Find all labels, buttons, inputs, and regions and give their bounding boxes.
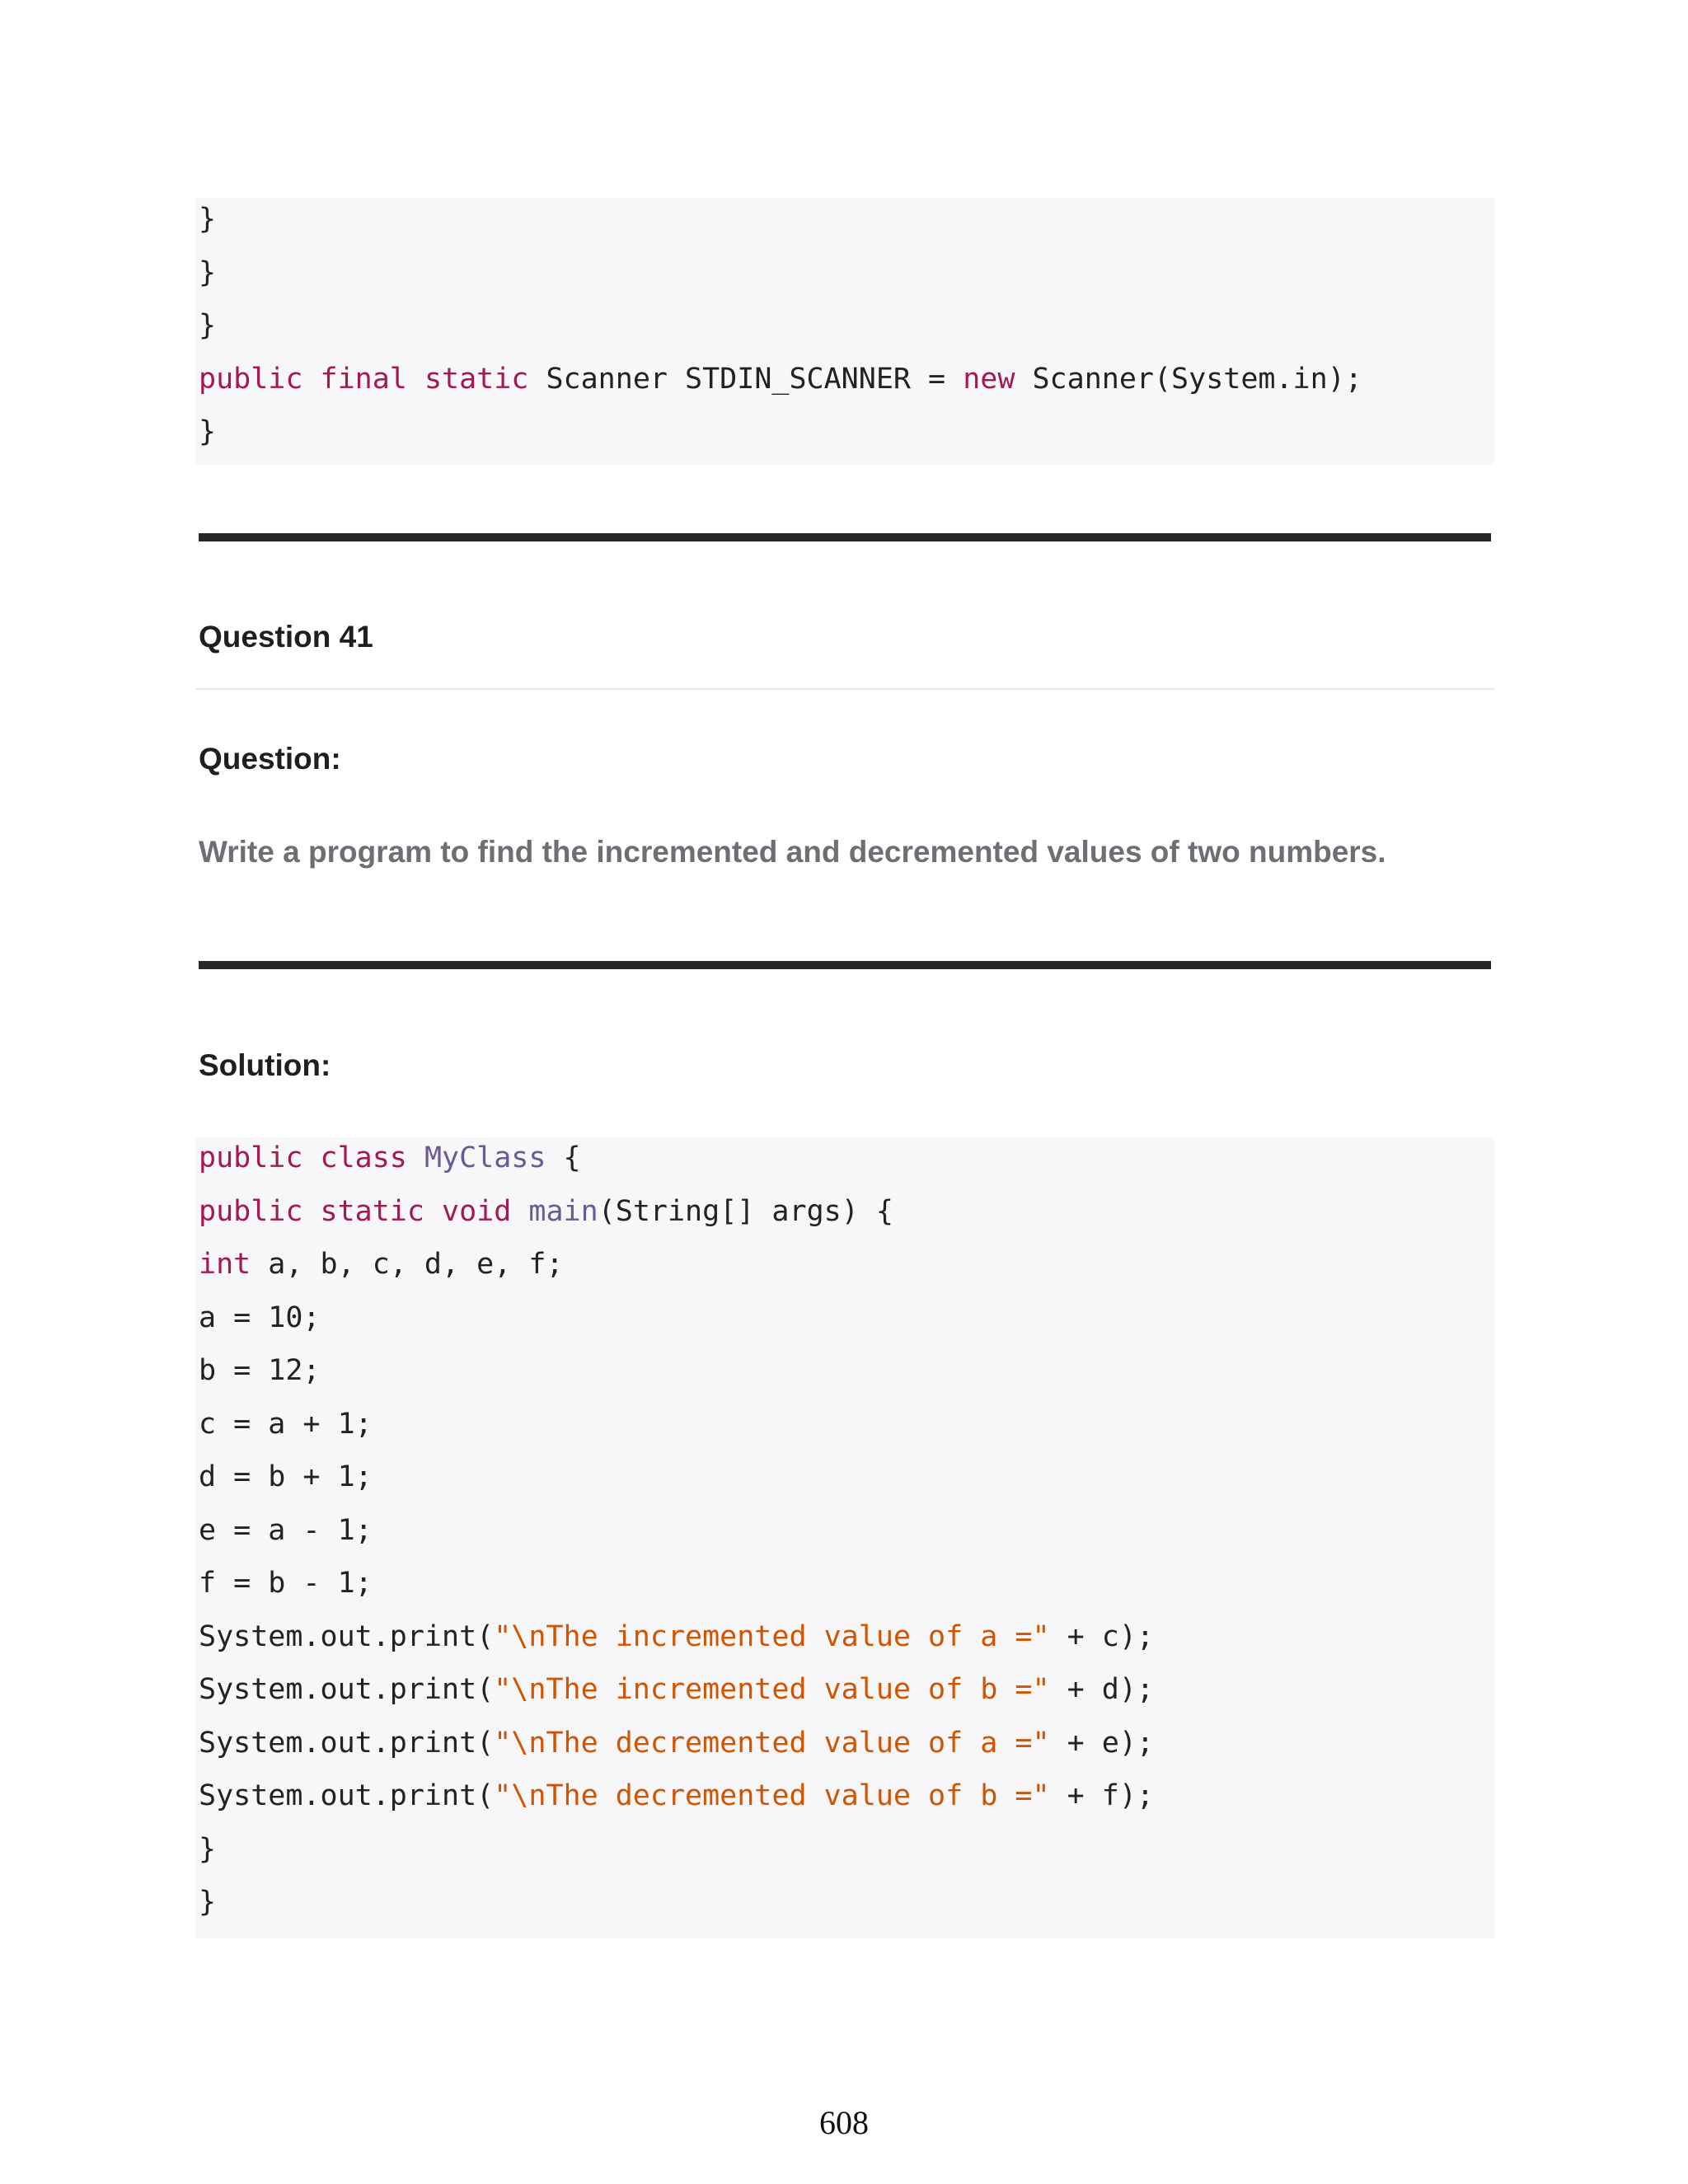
code-token xyxy=(424,1195,442,1228)
code-line xyxy=(199,1404,373,1445)
code-token: c = a + 1; xyxy=(199,1407,373,1441)
code-line xyxy=(199,1350,321,1391)
code-token: } xyxy=(199,415,217,448)
code-line xyxy=(199,359,1362,400)
code-token: "\nThe decremented value of b =" xyxy=(494,1779,1050,1812)
code-token xyxy=(302,1195,320,1228)
code-token: + d); xyxy=(1049,1673,1154,1706)
code-token: } xyxy=(199,1832,217,1866)
code-token: b = 12; xyxy=(199,1354,321,1387)
question-label: Question: xyxy=(199,742,341,776)
code-token: public xyxy=(199,1194,303,1228)
code-line xyxy=(199,1456,373,1497)
heading-underline xyxy=(195,688,1494,690)
code-line xyxy=(199,199,216,240)
code-token: main xyxy=(528,1194,598,1228)
code-token xyxy=(511,1195,528,1228)
code-line xyxy=(199,1722,1154,1764)
code-token: System.out.print( xyxy=(199,1726,495,1760)
code-block-previous xyxy=(195,198,1494,465)
code-line xyxy=(199,1137,581,1179)
code-line xyxy=(199,1297,321,1338)
code-line xyxy=(199,1775,1154,1816)
question-text: Write a program to find the incremented and decremented values of two numbers. xyxy=(199,835,1386,869)
code-token: "\nThe incremented value of b =" xyxy=(494,1673,1050,1706)
code-line xyxy=(199,411,216,452)
code-token: System.out.print( xyxy=(199,1779,495,1812)
code-token: e = a - 1; xyxy=(199,1513,373,1547)
code-line xyxy=(199,1669,1154,1710)
code-line xyxy=(199,1563,373,1604)
code-token: + c); xyxy=(1049,1619,1154,1653)
code-line xyxy=(199,1510,373,1551)
code-token: "\nThe incremented value of a =" xyxy=(494,1619,1050,1653)
section-divider xyxy=(199,533,1491,541)
code-token: System.out.print( xyxy=(199,1673,495,1706)
code-token: new xyxy=(963,362,1015,396)
code-line xyxy=(199,1244,564,1285)
code-line xyxy=(199,252,216,293)
code-line xyxy=(199,1191,893,1232)
code-token: System.out.print( xyxy=(199,1619,495,1653)
code-line xyxy=(199,305,216,346)
code-token: static xyxy=(424,362,529,396)
code-token: static xyxy=(320,1194,424,1228)
code-token: public xyxy=(199,362,303,396)
code-token: f = b - 1; xyxy=(199,1567,373,1600)
code-token: "\nThe decremented value of a =" xyxy=(494,1726,1050,1760)
code-token: + e); xyxy=(1049,1726,1154,1760)
code-token: + f); xyxy=(1049,1779,1154,1812)
page-number: 608 xyxy=(819,2104,869,2141)
code-token xyxy=(407,363,424,396)
code-token: (String[] args) { xyxy=(598,1194,893,1228)
code-token: void xyxy=(442,1194,512,1228)
code-line xyxy=(199,1882,216,1923)
code-token: } xyxy=(199,309,217,342)
code-line xyxy=(199,1829,216,1870)
code-token: class xyxy=(320,1141,407,1174)
code-token: } xyxy=(199,1886,217,1919)
code-token: int xyxy=(199,1248,251,1281)
code-line xyxy=(199,1616,1154,1657)
code-token: d = b + 1; xyxy=(199,1460,373,1493)
code-token: Scanner STDIN_SCANNER = xyxy=(528,362,964,396)
solution-label: Solution: xyxy=(199,1048,331,1082)
code-token xyxy=(302,1141,320,1174)
question-number-heading: Question 41 xyxy=(199,620,373,654)
section-divider xyxy=(199,961,1491,969)
code-token: public xyxy=(199,1141,303,1174)
code-token: } xyxy=(199,203,217,236)
code-token xyxy=(302,363,320,396)
code-token xyxy=(407,1141,424,1174)
code-token: a = 10; xyxy=(199,1301,321,1334)
code-token: a, b, c, d, e, f; xyxy=(251,1248,564,1281)
code-token: final xyxy=(320,362,407,396)
code-token: MyClass xyxy=(424,1141,546,1174)
code-token: Scanner(System.in); xyxy=(1015,362,1362,396)
code-block-solution xyxy=(195,1137,1494,1938)
code-token: { xyxy=(546,1141,581,1174)
code-token: } xyxy=(199,255,217,289)
